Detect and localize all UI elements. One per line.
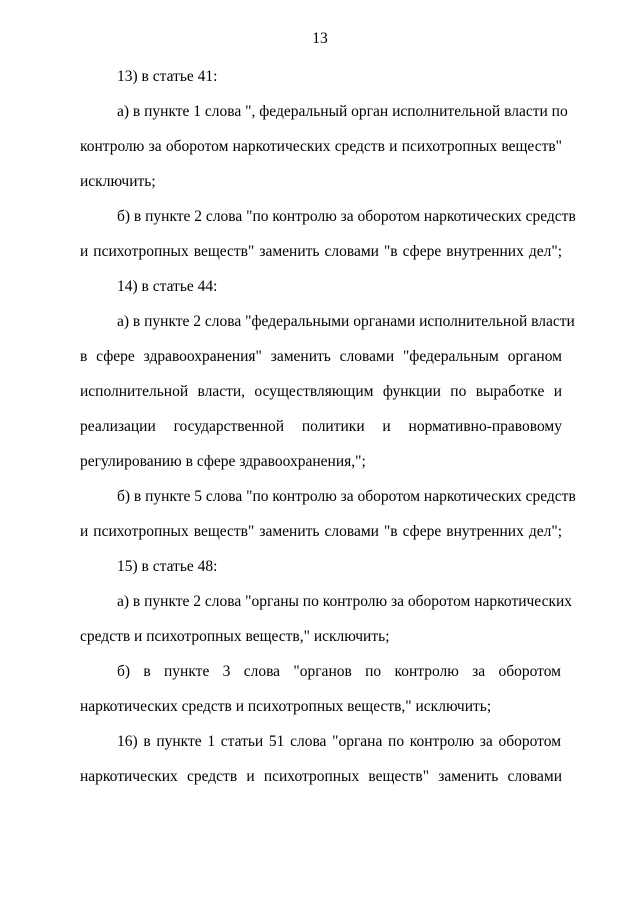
item-13a-line-3: исключить; <box>80 173 156 190</box>
item-15b-line-2: наркотических средств и психотропных веществ," исключить; <box>80 698 492 715</box>
item-14a-line-1: а) в пункте 2 слова "федеральными органами исполнительной власти <box>117 313 575 330</box>
item-15b-line-1: б) в пункте 3 слова "органов по контролю за оборотом <box>117 663 561 680</box>
item-16-line-1: 16) в пункте 1 статьи 51 слова "органа по контролю за оборотом <box>117 733 561 750</box>
item-14a-line-3: исполнительной власти, осуществляющим функции по выработке и <box>80 383 562 400</box>
item-14a-line-5: регулированию в сфере здравоохранения,"; <box>80 453 366 470</box>
page-number: 13 <box>312 30 328 47</box>
item-14a-line-4: реализации государственной политики и нормативно-правовому <box>80 418 562 435</box>
item-15a-line-1: а) в пункте 2 слова "органы по контролю за оборотом наркотических <box>117 593 573 610</box>
item-14b-line-1: б) в пункте 5 слова "по контролю за оборотом наркотических средств <box>117 488 576 505</box>
item-15a-line-2: средств и психотропных веществ," исключить; <box>80 628 390 645</box>
item-13a-line-1: а) в пункте 1 слова ", федеральный орган исполнительной власти по <box>117 103 568 120</box>
item-13-heading: 13) в статье 41: <box>117 68 218 85</box>
item-14b-line-2: и психотропных веществ" заменить словами "в сфере внутренних дел"; <box>80 523 562 540</box>
item-13b-line-2: и психотропных веществ" заменить словами "в сфере внутренних дел"; <box>80 243 562 260</box>
item-15-heading: 15) в статье 48: <box>117 558 218 575</box>
item-14-heading: 14) в статье 44: <box>117 278 218 295</box>
item-14a-line-2: в сфере здравоохранения" заменить словами "федеральным органом <box>80 348 562 365</box>
item-13b-line-1: б) в пункте 2 слова "по контролю за оборотом наркотических средств <box>117 208 576 225</box>
item-13a-line-2: контролю за оборотом наркотических средств и психотропных веществ" <box>80 138 562 155</box>
item-16-line-2: наркотических средств и психотропных веществ" заменить словами <box>80 768 562 785</box>
